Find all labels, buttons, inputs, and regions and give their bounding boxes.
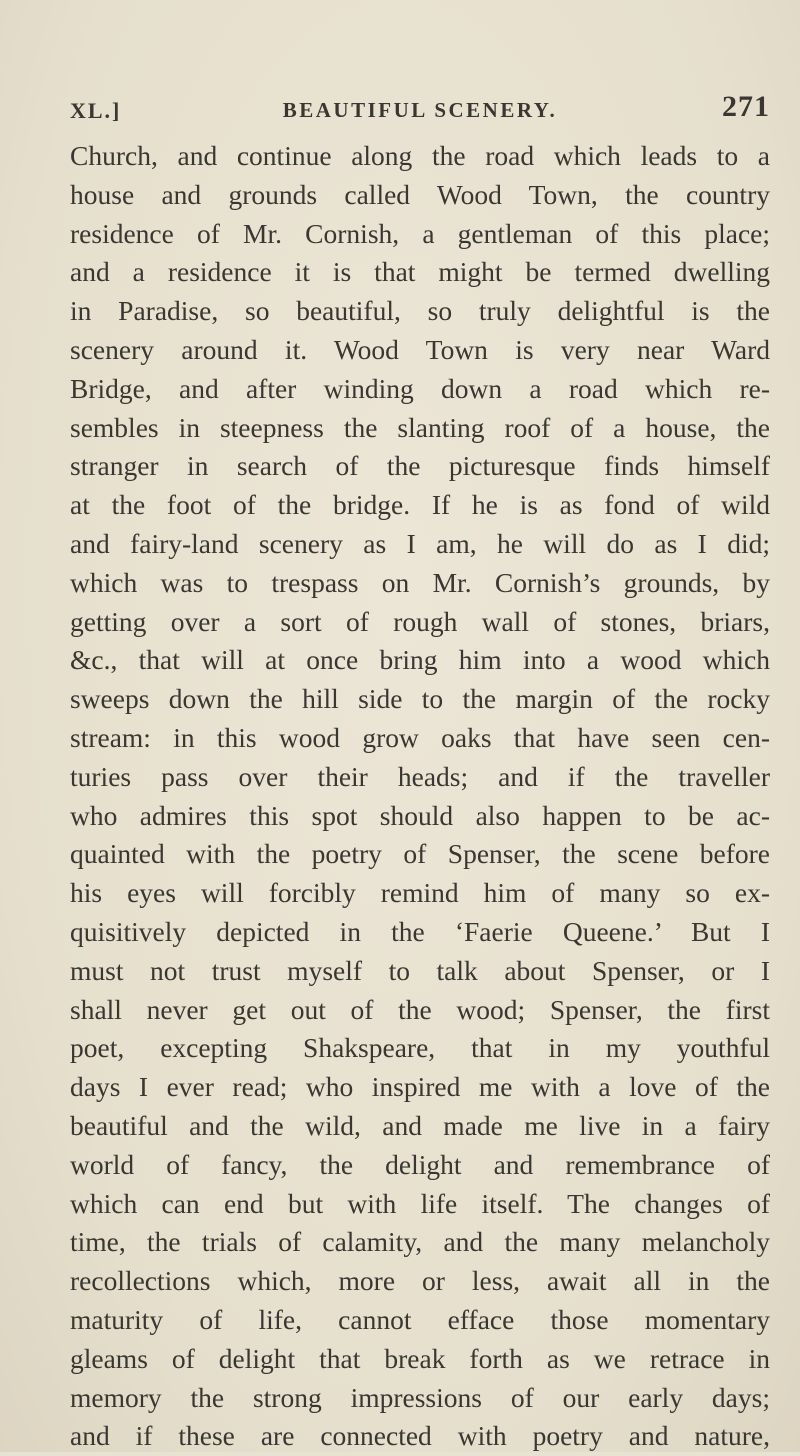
text-line: which was to trespass on Mr. Cornish’s grounds, by (70, 566, 770, 598)
text-line: at the foot of the bridge. If he is as fond of wild (70, 489, 770, 521)
text-line: and if these are connected with poetry and nature, (70, 1420, 770, 1452)
running-title: BEAUTIFUL SCENERY. (282, 98, 558, 122)
text-line: days I ever read; who inspired me with a love of the (70, 1071, 770, 1103)
text-line: stranger in search of the picturesque finds himself (70, 450, 770, 482)
text-line: getting over a sort of rough wall of stones, briars, (70, 605, 770, 637)
text-line: who admires this spot should also happen to be ac- (70, 799, 770, 831)
text-line: in Paradise, so beautiful, so truly delightful is the (70, 295, 770, 327)
running-head (70, 90, 770, 130)
text-line: gleams of delight that break forth as we retrace in (70, 1342, 770, 1374)
text-line: residence of Mr. Cornish, a gentleman of this place; (70, 217, 770, 249)
text-line: house and grounds called Wood Town, the country (70, 178, 770, 210)
text-line: beautiful and the wild, and made me live in a fairy (70, 1109, 770, 1141)
text-line: time, the trials of calamity, and the many melancholy (70, 1226, 770, 1258)
text-line: and a residence it is that might be termed dwelling (70, 256, 770, 288)
text-line: sembles in steepness the slanting roof of a house, the (70, 411, 770, 443)
chapter-number: XL.] (70, 98, 122, 123)
text-line: sweeps down the hill side to the margin of the rocky (70, 683, 770, 715)
page-number: 271 (722, 90, 770, 123)
text-line: recollections which, more or less, await all in the (70, 1265, 770, 1297)
text-line: maturity of life, cannot efface those momentary (70, 1303, 770, 1335)
text-line: poet, excepting Shakspeare, that in my youthful (70, 1032, 770, 1064)
text-line: scenery around it. Wood Town is very near Ward (70, 333, 770, 365)
text-line: quisitively depicted in the ‘Faerie Queene.’ But I (70, 915, 770, 947)
text-line: turies pass over their heads; and if the traveller (70, 760, 770, 792)
text-line: shall never get out of the wood; Spenser, the first (70, 993, 770, 1025)
text-line: Bridge, and after winding down a road which re- (70, 372, 770, 404)
text-line: memory the strong impressions of our early days; (70, 1381, 770, 1413)
text-line: stream: in this wood grow oaks that have seen cen- (70, 721, 770, 753)
text-line: which can end but with life itself. The changes of (70, 1187, 770, 1219)
text-line: &c., that will at once bring him into a wood which (70, 644, 770, 676)
text-line: Church, and continue along the road which leads to a (70, 140, 770, 171)
text-line: and fairy-land scenery as I am, he will do as I did; (70, 527, 770, 559)
text-line: his eyes will forcibly remind him of many so ex- (70, 877, 770, 909)
text-line: world of fancy, the delight and remembrance of (70, 1148, 770, 1180)
text-line: quainted with the poetry of Spenser, the scene before (70, 838, 770, 870)
body-text (70, 137, 770, 1456)
text-line: must not trust myself to talk about Spenser, or I (70, 954, 770, 986)
